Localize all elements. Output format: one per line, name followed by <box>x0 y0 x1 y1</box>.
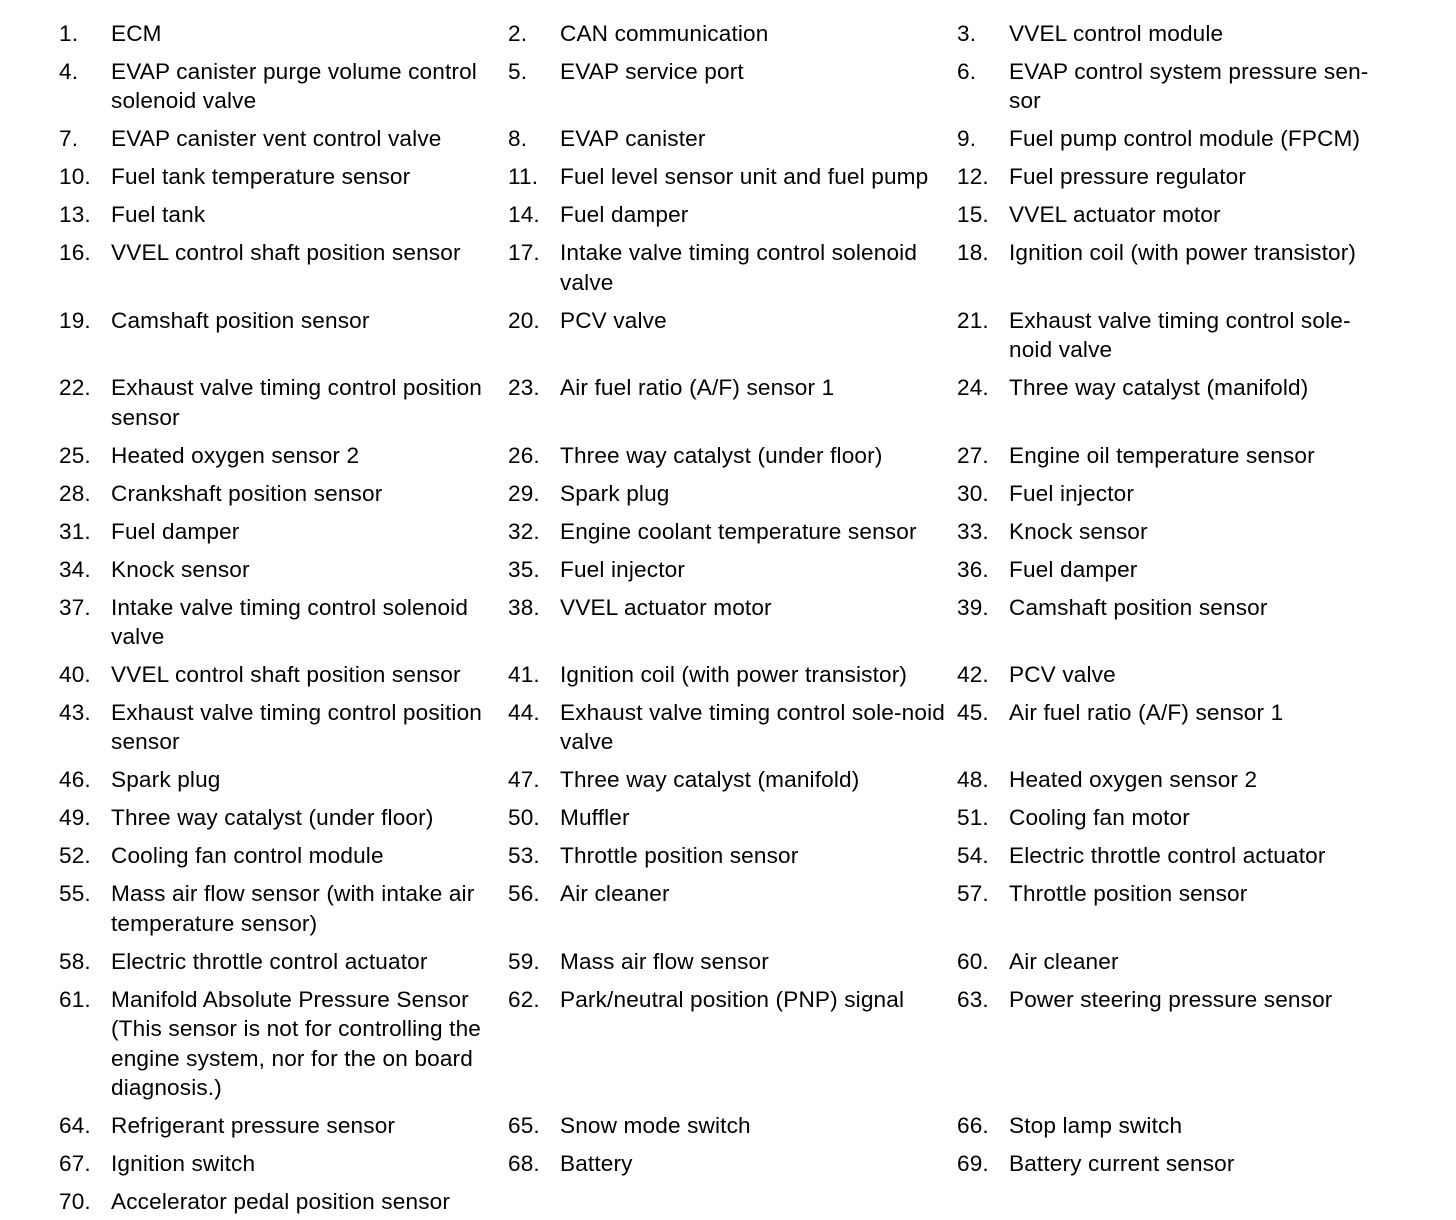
legend-item <box>508 517 957 546</box>
legend-item-label: VVEL actuator motor <box>1009 202 1221 228</box>
legend-item-number: 23. <box>508 375 540 401</box>
legend-item <box>59 803 508 832</box>
legend-item-number: 59. <box>508 948 540 974</box>
legend-item-label: Mass air flow sensor <box>560 948 769 974</box>
legend-item-number: 8. <box>508 126 528 152</box>
legend-item <box>59 124 508 153</box>
legend-item-label: Fuel damper <box>1009 556 1138 582</box>
legend-item-label: Air fuel ratio (A/F) sensor 1 <box>1009 700 1284 726</box>
legend-item-label: Exhaust valve timing control sole-noid valve <box>560 700 945 755</box>
legend-item <box>59 306 508 365</box>
legend-item-number: 55. <box>59 881 91 907</box>
legend-item <box>59 1187 508 1216</box>
legend-item <box>508 441 957 470</box>
legend-item-number: 45. <box>957 700 989 726</box>
legend-item-number: 24. <box>957 375 989 401</box>
legend-item-number: 54. <box>957 843 989 869</box>
legend-item-number: 13. <box>59 202 91 228</box>
legend-item-label: Fuel damper <box>111 518 240 544</box>
legend-item-label: Three way catalyst (under floor) <box>111 805 434 831</box>
legend-item-number: 53. <box>508 843 540 869</box>
legend-item-number: 14. <box>508 202 540 228</box>
legend-item-number: 18. <box>957 240 989 266</box>
legend-item-label: Ignition coil (with power transistor) <box>1009 240 1357 266</box>
legend-item <box>59 947 508 976</box>
legend-item-label: Air cleaner <box>1009 948 1119 974</box>
legend-item-number: 5. <box>508 59 528 84</box>
legend-item <box>508 19 957 48</box>
legend-item-label: Fuel tank <box>111 202 206 228</box>
legend-item-label: Spark plug <box>111 767 221 793</box>
legend-item <box>508 306 957 365</box>
legend-item <box>59 555 508 584</box>
legend-item <box>957 200 1399 229</box>
legend-item <box>59 238 508 297</box>
legend-item <box>59 19 508 48</box>
legend-item-number: 47. <box>508 767 540 793</box>
legend-item <box>508 200 957 229</box>
legend-item <box>59 162 508 191</box>
legend-item-label: Electric throttle control actuator <box>1009 843 1326 869</box>
legend-item-label: ECM <box>111 21 162 46</box>
legend-item <box>957 879 1399 938</box>
legend-item-number: 2. <box>508 21 528 46</box>
legend-item-label: Fuel injector <box>1009 480 1135 506</box>
legend-item-number: 22. <box>59 375 91 401</box>
legend-item-label: Ignition coil (with power transistor) <box>560 662 908 688</box>
legend-item <box>59 200 508 229</box>
legend-item-number: 63. <box>957 986 989 1012</box>
legend-item-label: Intake valve timing control solenoid valve <box>560 240 918 295</box>
legend-item <box>508 985 957 1103</box>
legend-item-label: EVAP canister purge volume control solenoid valve <box>111 59 477 114</box>
legend-item-label: Air cleaner <box>560 881 670 907</box>
legend-item-number: 48. <box>957 767 989 793</box>
legend-item-number: 9. <box>957 126 977 152</box>
legend-item-number: 51. <box>957 805 989 831</box>
legend-item-number: 70. <box>59 1189 91 1215</box>
legend-item <box>59 841 508 870</box>
legend-item <box>59 698 508 757</box>
legend-item-label: Camshaft position sensor <box>1009 594 1268 620</box>
legend-item-number: 62. <box>508 986 540 1012</box>
legend-item-number: 41. <box>508 662 540 688</box>
legend-item <box>957 162 1399 191</box>
legend-item <box>508 162 957 191</box>
legend-item <box>59 1149 508 1178</box>
legend-item-label: Three way catalyst (manifold) <box>560 767 860 793</box>
legend-item-number: 68. <box>508 1151 540 1177</box>
legend-item <box>957 517 1399 546</box>
legend-item <box>508 593 957 652</box>
legend-item-label: Knock sensor <box>1009 518 1148 544</box>
legend-item <box>508 1111 957 1140</box>
legend-item-label: Engine coolant temperature sensor <box>560 518 917 544</box>
legend-item-label: Heated oxygen sensor 2 <box>111 442 360 468</box>
legend-item <box>957 57 1399 116</box>
legend-item-number: 38. <box>508 594 540 620</box>
legend-item <box>957 238 1399 297</box>
legend-item <box>508 57 957 116</box>
legend-item-label: Fuel level sensor unit and fuel pump <box>560 164 929 190</box>
legend-item-number: 49. <box>59 805 91 831</box>
legend-item <box>957 698 1399 757</box>
legend-item-number: 50. <box>508 805 540 831</box>
legend-item-label: Throttle position sensor <box>560 843 799 869</box>
legend-item <box>957 373 1399 432</box>
legend-item <box>957 1111 1399 1140</box>
legend-item-number: 40. <box>59 662 91 688</box>
legend-item-label: Fuel pump control module (FPCM) <box>1009 126 1361 152</box>
legend-item-number: 10. <box>59 164 91 190</box>
legend-item <box>59 373 508 432</box>
legend-item-label: Accelerator pedal position sensor <box>111 1189 451 1215</box>
legend-item-number: 34. <box>59 556 91 582</box>
legend-item-number: 3. <box>957 21 977 46</box>
legend-item <box>59 479 508 508</box>
component-legend <box>59 19 1399 1216</box>
legend-item-label: Refrigerant pressure sensor <box>111 1113 396 1139</box>
legend-item-number: 64. <box>59 1113 91 1139</box>
legend-item-label: Camshaft position sensor <box>111 307 370 333</box>
legend-item-label: Cooling fan motor <box>1009 805 1190 831</box>
legend-item-number: 16. <box>59 240 91 266</box>
legend-item-number: 15. <box>957 202 989 228</box>
legend-item-label: Power steering pressure sensor <box>1009 986 1333 1012</box>
legend-item <box>957 19 1399 48</box>
legend-item-number: 31. <box>59 518 91 544</box>
legend-item <box>957 124 1399 153</box>
legend-item-label: PCV valve <box>1009 662 1116 688</box>
legend-item-label: Exhaust valve timing control position sensor <box>111 700 482 755</box>
legend-item <box>508 660 957 689</box>
legend-item <box>957 841 1399 870</box>
legend-item <box>508 479 957 508</box>
legend-item <box>957 765 1399 794</box>
legend-item-number: 60. <box>957 948 989 974</box>
legend-item <box>957 441 1399 470</box>
legend-item-number: 43. <box>59 700 91 726</box>
legend-item-label: Mass air flow sensor (with intake air temperature sensor) <box>111 881 475 936</box>
legend-item-number: 39. <box>957 594 989 620</box>
legend-item-label: Three way catalyst (manifold) <box>1009 375 1309 401</box>
legend-item <box>957 306 1399 365</box>
legend-item <box>957 660 1399 689</box>
legend-item-number: 30. <box>957 480 989 506</box>
legend-item <box>957 593 1399 652</box>
legend-item-number: 19. <box>59 307 91 333</box>
legend-item-number: 58. <box>59 948 91 974</box>
legend-item <box>508 879 957 938</box>
legend-item-label: Exhaust valve timing control sole-noid valve <box>1009 307 1351 363</box>
legend-item <box>59 765 508 794</box>
legend-item <box>508 555 957 584</box>
legend-item-number: 25. <box>59 442 91 468</box>
legend-item-label: Muffler <box>560 805 630 831</box>
legend-item-label: Park/neutral position (PNP) signal <box>560 986 905 1012</box>
legend-item-label: Stop lamp switch <box>1009 1113 1183 1139</box>
legend-item-label: Crankshaft position sensor <box>111 480 383 506</box>
legend-item-label: Three way catalyst (under floor) <box>560 442 883 468</box>
legend-item <box>508 947 957 976</box>
legend-item-label: Fuel tank temperature sensor <box>111 164 411 190</box>
legend-item <box>508 765 957 794</box>
legend-item <box>508 124 957 153</box>
legend-item-label: EVAP control system pressure sen-sor <box>1009 59 1369 114</box>
legend-item-label: EVAP canister <box>560 126 706 152</box>
legend-item <box>957 555 1399 584</box>
legend-item <box>59 879 508 938</box>
legend-item <box>59 985 508 1103</box>
legend-item-label: VVEL control shaft position sensor <box>111 240 461 266</box>
legend-item-number: 26. <box>508 442 540 468</box>
legend-item-number: 11. <box>508 164 539 190</box>
legend-item-label: Manifold Absolute Pressure Sensor (This sensor is not for controlling the engine system, nor for the on board diagnosis.) <box>111 986 482 1101</box>
legend-item-label: EVAP service port <box>560 59 744 84</box>
legend-item-label: Engine oil temperature sensor <box>1009 442 1315 468</box>
legend-item-label: VVEL actuator motor <box>560 594 772 620</box>
legend-item-number: 37. <box>59 594 91 620</box>
legend-item-label: Knock sensor <box>111 556 250 582</box>
legend-item-number: 7. <box>59 126 79 152</box>
legend-item-label: Spark plug <box>560 480 670 506</box>
legend-item-number: 66. <box>957 1113 989 1139</box>
legend-item-label: Fuel damper <box>560 202 689 228</box>
legend-item <box>508 803 957 832</box>
legend-item-label: Heated oxygen sensor 2 <box>1009 767 1258 793</box>
legend-item-number: 32. <box>508 518 540 544</box>
legend-item <box>957 479 1399 508</box>
legend-item-number: 12. <box>957 164 989 190</box>
legend-item-number: 52. <box>59 843 91 869</box>
legend-item-number: 56. <box>508 881 540 907</box>
legend-item-number: 69. <box>957 1151 989 1177</box>
legend-item-number: 1. <box>59 21 79 46</box>
legend-item-label: Fuel pressure regulator <box>1009 164 1247 190</box>
legend-item-number: 20. <box>508 307 540 333</box>
legend-item-label: Throttle position sensor <box>1009 881 1248 907</box>
legend-item <box>59 1111 508 1140</box>
legend-item-number: 21. <box>957 307 989 333</box>
legend-item <box>59 593 508 652</box>
legend-item-label: VVEL control shaft position sensor <box>111 662 461 688</box>
legend-item-label: Snow mode switch <box>560 1113 751 1139</box>
legend-item-label: Electric throttle control actuator <box>111 948 428 974</box>
legend-item-label: Fuel injector <box>560 556 686 582</box>
legend-item-label: Intake valve timing control solenoid valve <box>111 594 469 650</box>
legend-item-label: PCV valve <box>560 307 667 333</box>
legend-item-number: 61. <box>59 986 91 1012</box>
legend-item <box>508 698 957 757</box>
legend-item <box>957 985 1399 1103</box>
legend-item-number: 44. <box>508 700 540 726</box>
legend-item-number: 33. <box>957 518 989 544</box>
legend-item-label: Ignition switch <box>111 1151 256 1177</box>
legend-item <box>508 238 957 297</box>
legend-item-number: 4. <box>59 59 79 84</box>
legend-item <box>59 660 508 689</box>
legend-item-label: Air fuel ratio (A/F) sensor 1 <box>560 375 835 401</box>
legend-item-number: 36. <box>957 556 989 582</box>
legend-item-number: 28. <box>59 480 91 506</box>
legend-item <box>59 441 508 470</box>
legend-item <box>508 373 957 432</box>
legend-item <box>957 947 1399 976</box>
legend-item-number: 29. <box>508 480 540 506</box>
legend-item-number: 65. <box>508 1113 540 1139</box>
legend-item-number: 6. <box>957 59 977 84</box>
legend-item <box>957 1149 1399 1178</box>
legend-item <box>957 803 1399 832</box>
legend-item-label: Cooling fan control module <box>111 843 384 869</box>
legend-item <box>59 517 508 546</box>
legend-item-number: 46. <box>59 767 91 793</box>
legend-item <box>59 57 508 116</box>
legend-item <box>508 1149 957 1178</box>
legend-item-number: 17. <box>508 240 540 266</box>
legend-item-number: 67. <box>59 1151 91 1177</box>
legend-item-label: Battery current sensor <box>1009 1151 1235 1177</box>
legend-item-label: Battery <box>560 1151 633 1177</box>
legend-item-label: Exhaust valve timing control position sensor <box>111 375 482 430</box>
legend-item-label: EVAP canister vent control valve <box>111 126 442 152</box>
legend-item-number: 27. <box>957 442 989 468</box>
legend-item-number: 57. <box>957 881 989 907</box>
legend-item-label: CAN communication <box>560 21 769 46</box>
legend-item <box>508 841 957 870</box>
legend-item-number: 35. <box>508 556 540 582</box>
legend-item-number: 42. <box>957 662 989 688</box>
legend-item-label: VVEL control module <box>1009 21 1224 46</box>
